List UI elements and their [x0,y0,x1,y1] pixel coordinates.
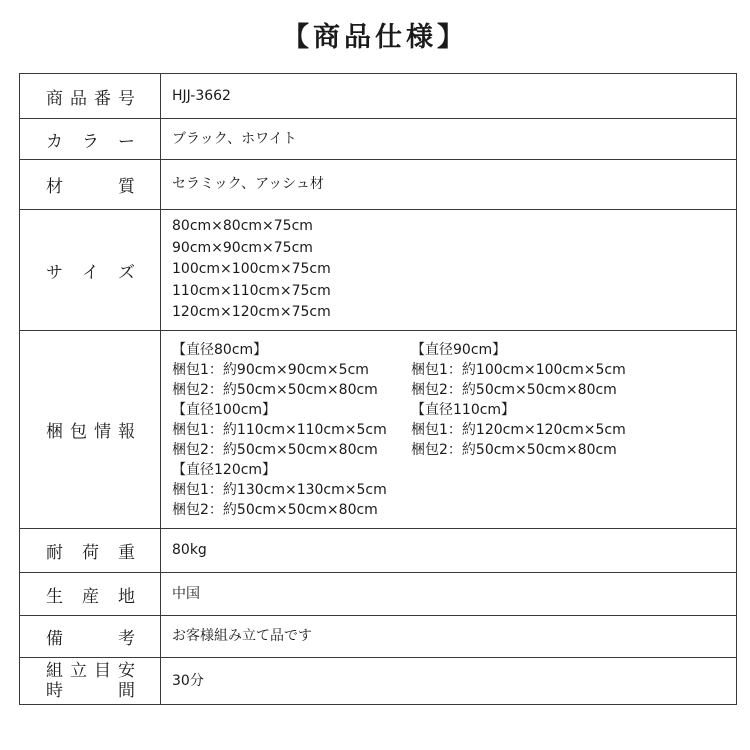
label-char: 安 [118,661,136,681]
size-item: 100cm×100cm×75cm [172,261,331,278]
label-char: 包 [70,422,88,442]
label-char: 番 [94,88,112,109]
label-char: 商 [46,88,64,109]
packing-line: 梱包2：約50cm×50cm×80cm [411,441,617,458]
packing-group [172,400,411,460]
packing-line: 梱包1：約110cm×110cm×5cm [172,421,387,438]
label-char: 品 [70,88,88,109]
packing-line: 梱包2：約50cm×50cm×80cm [172,441,378,458]
label-line [46,681,136,701]
label-remarks [20,616,161,658]
packing-group [411,400,650,460]
row-origin [20,573,737,616]
label-char: 生 [46,586,64,607]
label-char: 時 [46,681,64,701]
packing-line: 梱包1：約90cm×90cm×5cm [172,361,369,378]
packing-heading: 【直径90cm】 [411,341,507,358]
size-item: 80cm×80cm×75cm [172,218,313,235]
label-char: 材 [46,177,64,197]
label-char: 組 [46,661,64,681]
label-char: 荷 [82,543,100,563]
label-size [20,210,161,331]
label-char: 立 [70,661,88,681]
packing-line: 梱包2：約50cm×50cm×80cm [411,381,617,398]
label-color [20,119,161,160]
value-assembly-time: 30分 [161,658,737,705]
label-char: 考 [118,629,136,649]
label-char: 梱 [46,422,64,442]
row-assembly-time [20,658,737,705]
value-size [161,210,737,331]
row-product-number [20,74,737,119]
label-char: カ [46,131,64,152]
row-packing [20,331,737,529]
label-line [46,661,136,681]
label-char: サ [46,262,64,283]
label-origin [20,573,161,616]
label-char: 間 [118,681,136,701]
row-size [20,210,737,331]
row-remarks [20,616,737,658]
label-char: 耐 [46,543,64,563]
label-product-number [20,74,161,119]
value-packing [161,331,737,529]
packing-line: 梱包1：約120cm×120cm×5cm [411,421,626,438]
packing-line: 梱包1：約130cm×130cm×5cm [172,481,387,498]
label-char: 情 [94,422,112,442]
label-char: 産 [82,586,100,607]
label-char: ズ [118,262,136,283]
label-load-capacity [20,529,161,573]
packing-line: 梱包2：約50cm×50cm×80cm [172,381,378,398]
packing-line: 梱包2：約50cm×50cm×80cm [172,501,378,518]
value-remarks: お客様組み立て品です [161,616,737,658]
label-char: ラ [82,131,100,152]
label-char: イ [82,262,100,283]
spec-table [19,73,737,705]
packing-group [411,340,650,400]
row-load-capacity [20,529,737,573]
label-char: 地 [118,586,136,607]
value-color: ブラック、ホワイト [161,119,737,160]
label-packing [20,331,161,529]
packing-group [172,340,411,400]
size-item: 110cm×110cm×75cm [172,282,331,299]
packing-heading: 【直径80cm】 [172,341,268,358]
packing-group [172,460,411,520]
label-char: 号 [118,88,136,109]
row-material [20,160,737,210]
value-product-number: HJJ-3662 [161,74,737,119]
value-origin: 中国 [161,573,737,616]
label-char: 報 [118,422,136,442]
packing-heading: 【直径100cm】 [172,401,277,418]
label-assembly-time [20,658,161,705]
value-load-capacity: 80kg [161,529,737,573]
size-item: 120cm×120cm×75cm [172,304,331,321]
size-item: 90cm×90cm×75cm [172,239,313,256]
packing-heading: 【直径110cm】 [411,401,516,418]
page-title: 【商品仕様】 [282,22,468,53]
packing-heading: 【直径120cm】 [172,461,277,478]
value-material: セラミック、アッシュ材 [161,160,737,210]
label-material [20,160,161,210]
label-char: ー [118,131,136,152]
label-char: 重 [118,543,136,563]
label-char: 備 [46,629,64,649]
label-char: 質 [118,177,136,197]
row-color [20,119,737,160]
packing-line: 梱包1：約100cm×100cm×5cm [411,361,626,378]
label-char: 目 [94,661,112,681]
